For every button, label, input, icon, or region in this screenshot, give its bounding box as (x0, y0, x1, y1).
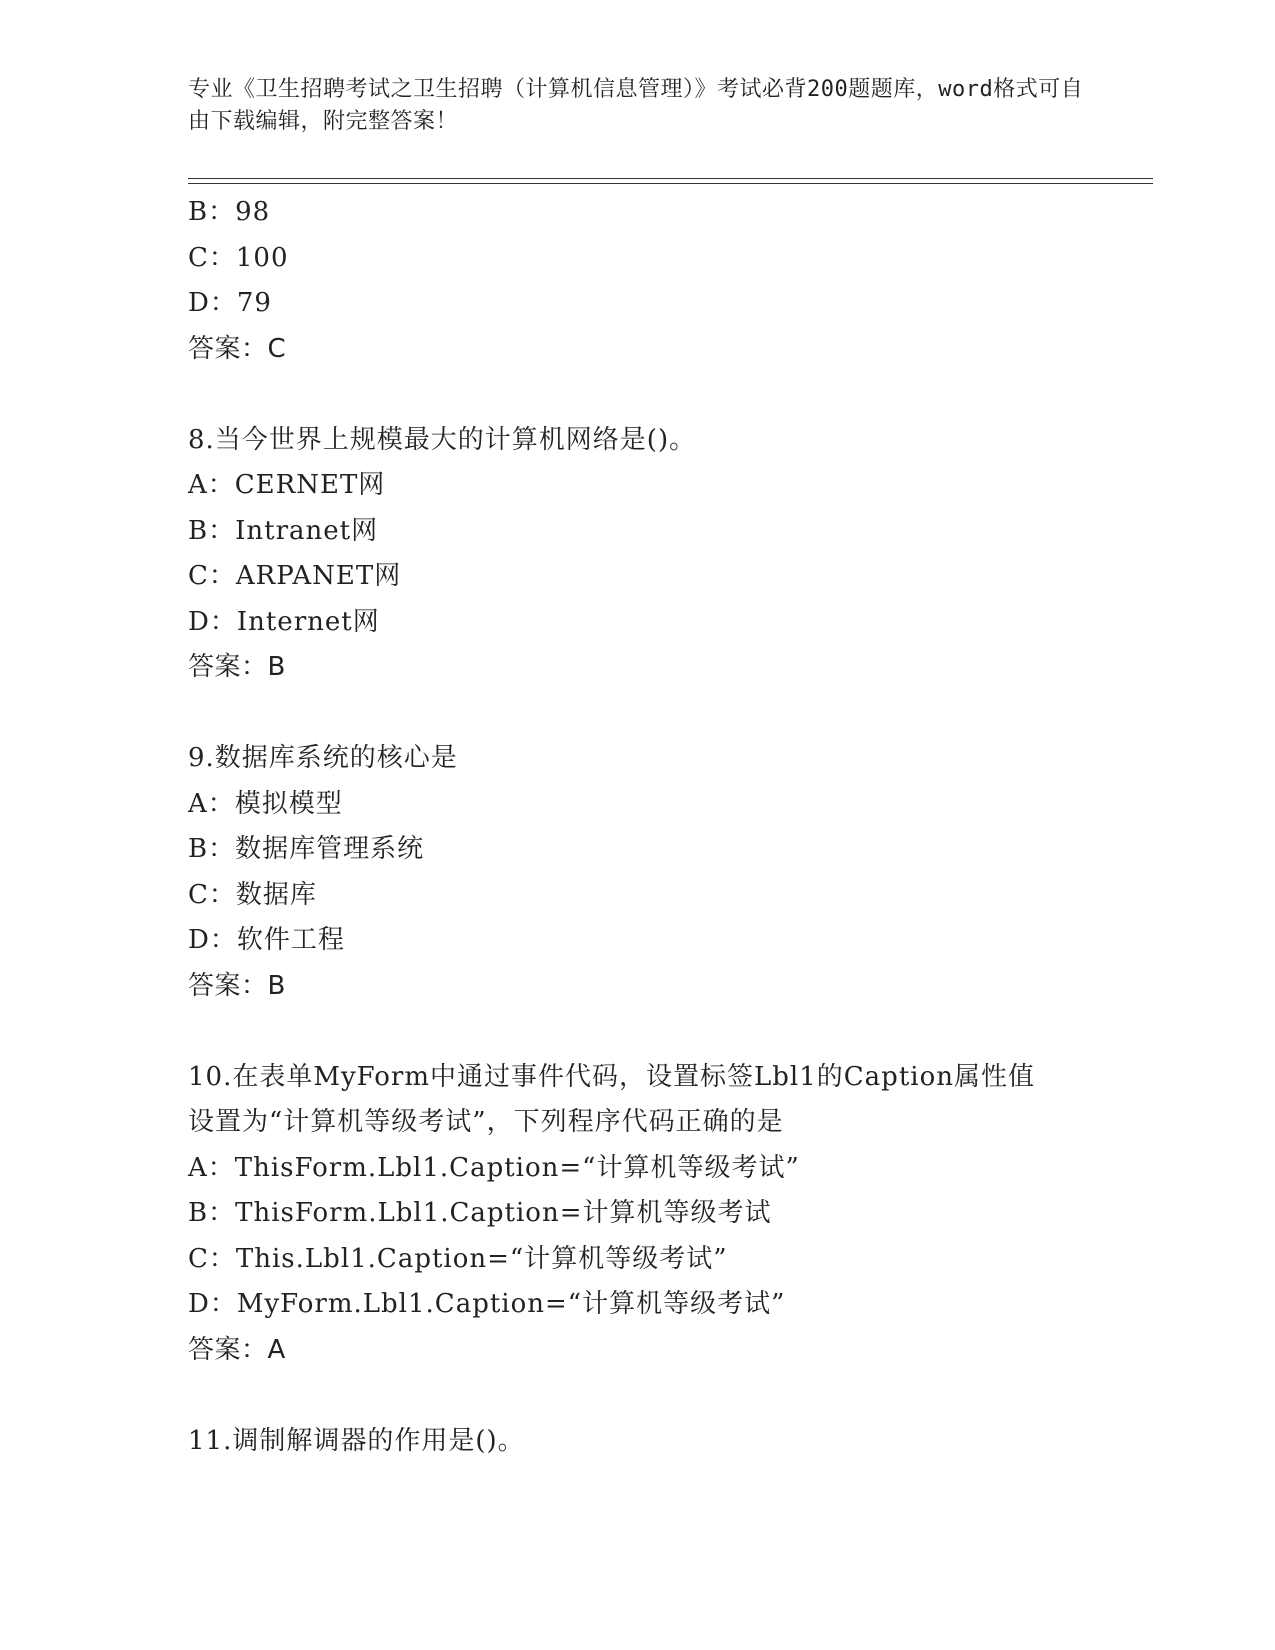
option-c: C：ARPANET网 (188, 561, 402, 591)
answer-line: 答案：B (188, 652, 286, 682)
option-a: A：CERNET网 (188, 470, 386, 500)
spacer (188, 691, 1153, 737)
spacer (188, 1009, 1153, 1055)
question-text: 11.调制解调器的作用是()。 (188, 1425, 525, 1456)
option-b: B：98 (188, 197, 271, 227)
option-d: D：79 (188, 288, 272, 318)
option-d: D：Internet网 (188, 606, 380, 637)
question-10-block (188, 1055, 1153, 1374)
question-9-block (188, 736, 1153, 1009)
option-d: D：软件工程 (188, 925, 345, 955)
option-b: B：数据库管理系统 (188, 834, 425, 864)
option-c: C：100 (188, 242, 289, 273)
option-c: C：This.Lbl1.Caption=“计算机等级考试” (188, 1243, 728, 1274)
spacer (188, 1373, 1153, 1419)
answer-line: 答案：C (188, 333, 287, 364)
question-list (188, 190, 1153, 1464)
question-text: 9.数据库系统的核心是 (188, 743, 458, 773)
option-c: C：数据库 (188, 879, 317, 910)
option-a: A：ThisForm.Lbl1.Caption=“计算机等级考试” (188, 1152, 800, 1183)
document-header: 专业《卫生招聘考试之卫生招聘（计算机信息管理）》考试必背200题题库，word格式可自由下载编辑，附完整答案！ (188, 77, 1084, 134)
option-b: B：Intranet网 (188, 515, 379, 546)
option-d: D：MyForm.Lbl1.Caption=“计算机等级考试” (188, 1289, 786, 1319)
question-text: 8.当今世界上规模最大的计算机网络是()。 (188, 424, 697, 455)
question-text: 10.在表单MyForm中通过事件代码，设置标签Lbl1的Caption属性值设置为“计算机等级考试”，下列程序代码正确的是 (188, 1061, 1035, 1137)
header-divider-bottom (188, 183, 1153, 184)
option-a: A：模拟模型 (188, 788, 343, 819)
spacer (188, 372, 1153, 418)
answer-line: 答案：A (188, 1334, 286, 1365)
question-7-block (188, 190, 1153, 372)
question-8-block (188, 418, 1153, 691)
answer-line: 答案：B (188, 970, 286, 1001)
header-divider-top (188, 178, 1153, 179)
option-b: B：ThisForm.Lbl1.Caption=计算机等级考试 (188, 1198, 772, 1228)
question-11-block (188, 1419, 1153, 1465)
